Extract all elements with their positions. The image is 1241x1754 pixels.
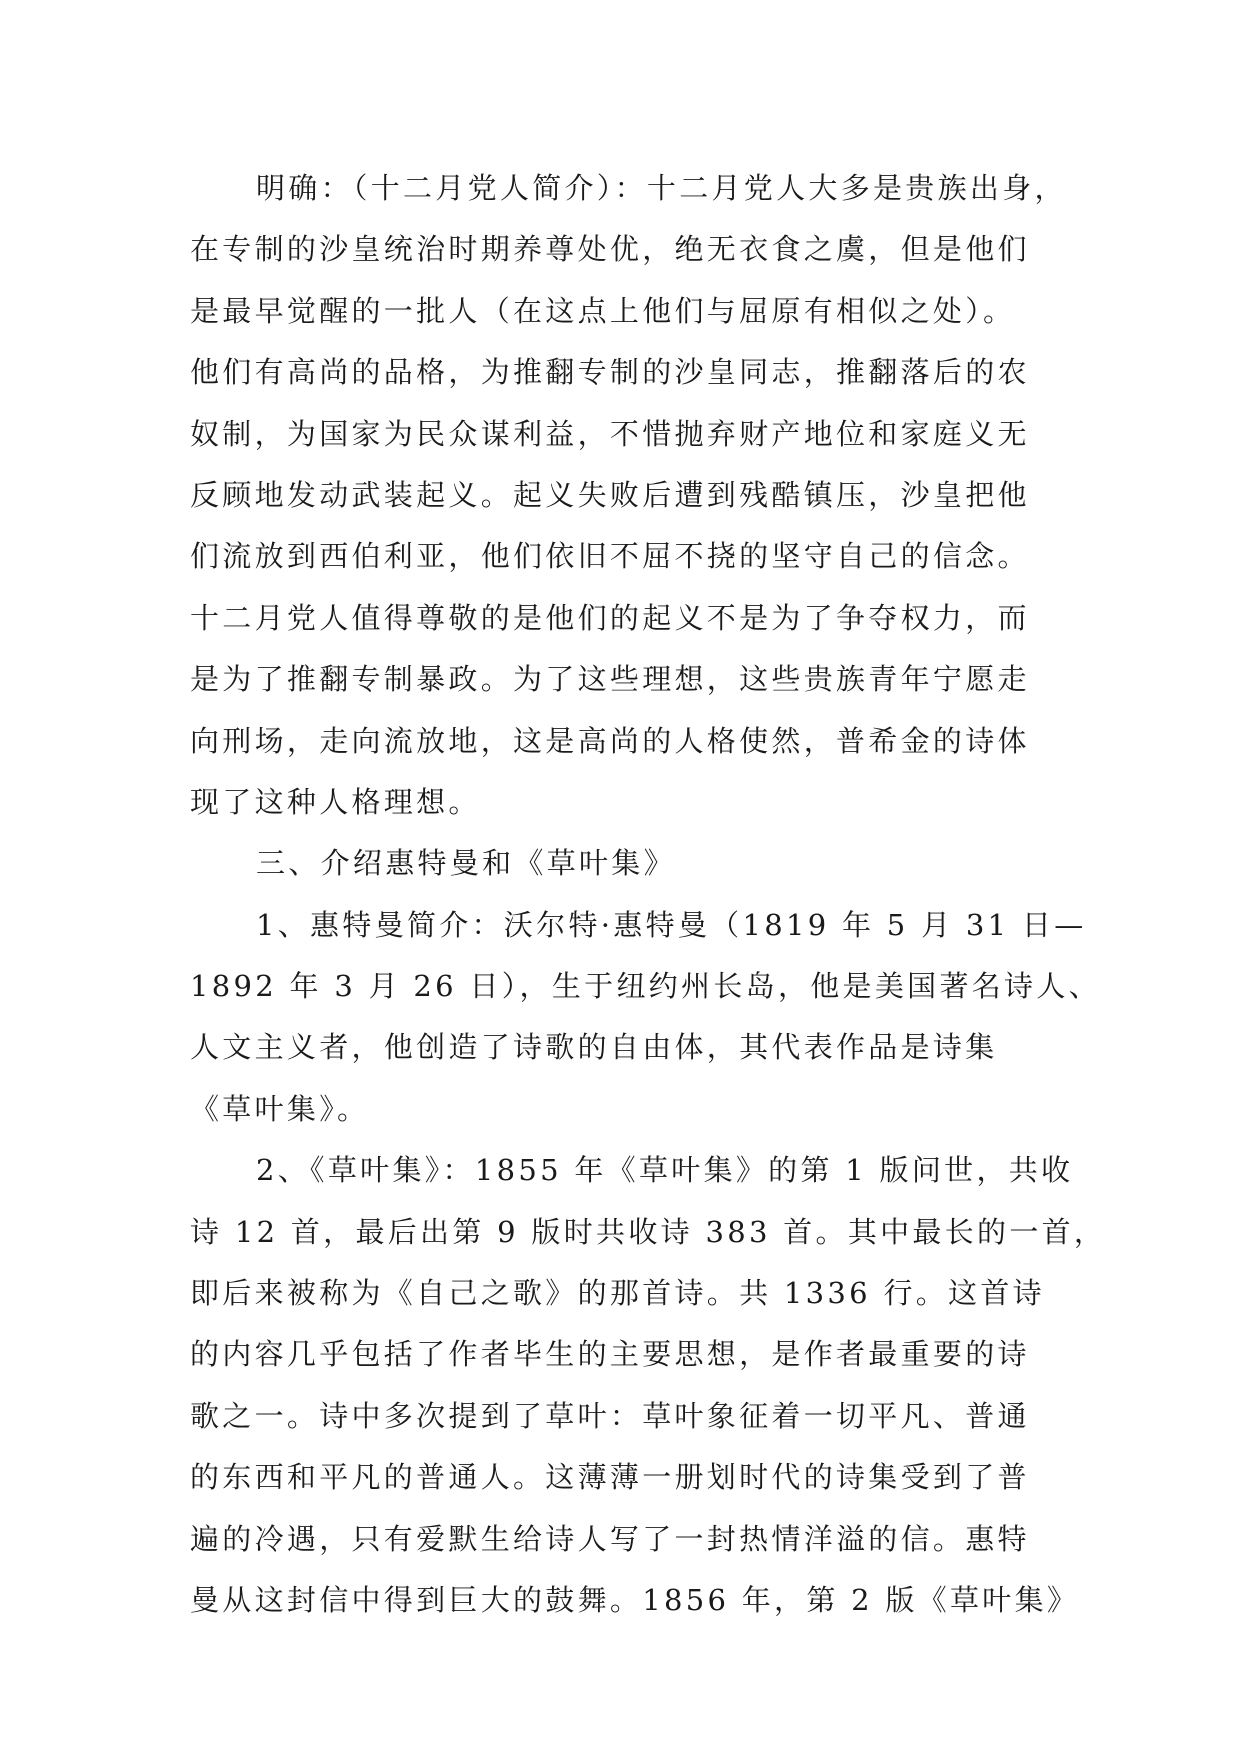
text-line: 他们有高尚的品格，为推翻专制的沙皇同志，推翻落后的农	[190, 355, 1030, 390]
text-line: 是最早觉醒的一批人（在这点上他们与屈原有相似之处）。	[190, 293, 1016, 328]
text-line: 即后来被称为《自己之歌》的那首诗。共 1336 行。这首诗	[190, 1276, 1045, 1311]
text-line: 人文主义者，他创造了诗歌的自由体，其代表作品是诗集	[190, 1030, 998, 1065]
text-line: 明确：（十二月党人简介）：十二月党人大多是贵族出身，	[256, 171, 1067, 205]
section-heading-whitman	[190, 833, 1090, 894]
paragraph-decembrists	[190, 158, 1090, 833]
paragraph-leaves-of-grass	[190, 1140, 1107, 1631]
heading-line: 三、介绍惠特曼和《草叶集》	[256, 846, 676, 881]
text-line: 反顾地发动武装起义。起义失败后遭到残酷镇压，沙皇把他	[190, 477, 1030, 512]
text-line: 在专制的沙皇统治时期养尊处优，绝无衣食之虞，但是他们	[190, 232, 1030, 267]
text-line: 现了这种人格理想。	[190, 784, 481, 819]
text-line: 2、《草叶集》：1855 年《草叶集》的第 1 版问世，共收	[256, 1153, 1074, 1188]
text-line: 的内容几乎包括了作者毕生的主要思想，是作者最重要的诗	[190, 1337, 1030, 1372]
text-line: 诗 12 首，最后出第 9 版时共收诗 383 首。其中最长的一首，	[190, 1214, 1107, 1249]
paragraph-whitman-bio	[190, 895, 1101, 1141]
text-line: 的东西和平凡的普通人。这薄薄一册划时代的诗集受到了普	[190, 1460, 1030, 1495]
text-line: 歌之一。诗中多次提到了草叶：草叶象征着一切平凡、普通	[190, 1398, 1030, 1433]
document-body	[190, 158, 1107, 1631]
text-line: 《草叶集》。	[190, 1091, 370, 1126]
text-line: 曼从这封信中得到巨大的鼓舞。1856 年，第 2 版《草叶集》	[190, 1582, 1080, 1617]
text-line: 1892 年 3 月 26 日），生于纽约州长岛，他是美国著名诗人、	[190, 969, 1101, 1004]
text-line: 十二月党人值得尊敬的是他们的起义不是为了争夺权力，而	[190, 600, 1030, 635]
text-line: 奴制，为国家为民众谋利益，不惜抛弃财产地位和家庭义无	[190, 416, 1030, 451]
text-line: 是为了推翻专制暴政。为了这些理想，这些贵族青年宁愿走	[190, 662, 1030, 697]
text-line: 向刑场，走向流放地，这是高尚的人格使然，普希金的诗体	[190, 723, 1030, 758]
text-line: 遍的冷遇，只有爱默生给诗人写了一封热情洋溢的信。惠特	[190, 1521, 1030, 1556]
text-line: 1、惠特曼简介：沃尔特·惠特曼（1819 年 5 月 31 日—	[256, 907, 1087, 942]
text-line: 们流放到西伯利亚，他们依旧不屈不挠的坚守自己的信念。	[190, 539, 1030, 574]
